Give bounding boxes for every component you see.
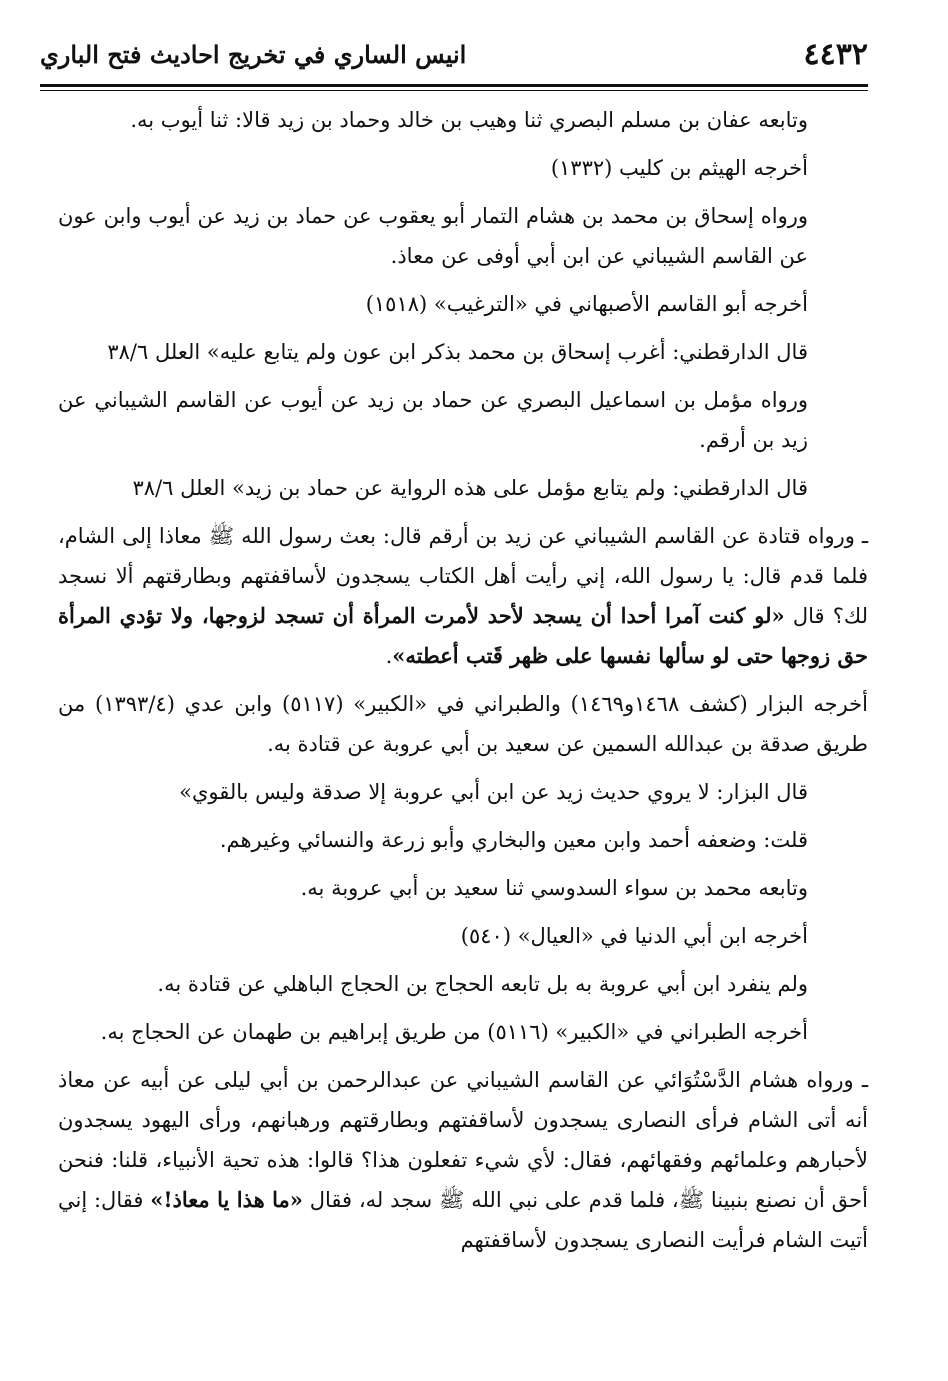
paragraph [58, 516, 868, 676]
paragraph-text: أخرجه الطبراني في «الكبير» (٥١١٦) من طريق إبراهيم بن طهمان عن الحجاج به. [100, 1020, 808, 1044]
paragraph-text: ورواه مؤمل بن اسماعيل البصري عن حماد بن زيد عن أيوب عن القاسم الشيباني عن زيد بن أرقم. [58, 388, 808, 452]
paragraph-text: قال الدارقطني: ولم يتابع مؤمل على هذه الرواية عن حماد بن زيد» العلل ٣٨/٦ [132, 476, 808, 500]
paragraph-text: قلت: وضعفه أحمد وابن معين والبخاري وأبو زرعة والنسائي وغيرهم. [219, 828, 808, 852]
paragraph-text: فقال: إني أتيت الشام فرأيت النصارى يسجدون لأساقفتهم [58, 1188, 868, 1252]
paragraph [58, 148, 868, 188]
paragraph [58, 820, 868, 860]
paragraph [58, 332, 868, 372]
paragraph-text: أخرجه البزار (كشف ١٤٦٨و١٤٦٩) والطبراني في «الكبير» (٥١١٧) وابن عدي (١٣٩٣/٤) من طريق صدقة بن عبدالله السمين عن سعيد بن أبي عروبة عن قتادة به. [58, 692, 868, 756]
paragraph-text: قال الدارقطني: أغرب إسحاق بن محمد بذكر ابن عون ولم يتابع عليه» العلل ٣٨/٦ [107, 340, 808, 364]
page-number: ٤٤٣٢ [803, 36, 868, 72]
hadith-text-bold: «لو كنت آمرا أحدا أن يسجد لأحد لأمرت المرأة أن تسجد لزوجها، ولا تؤدي المرأة حق زوجها حتى لو سألها نفسها على ظهر قَتب أعطته» [58, 603, 868, 668]
paragraph-text: . [385, 644, 393, 668]
header-divider-thin [40, 90, 868, 91]
paragraph-text: ـ ورواه قتادة عن القاسم الشيباني عن زيد بن أرقم قال: بعث رسول الله ﷺ معاذا إلى الشام، فلما قدم قال: يا رسول الله، إني رأيت أهل الكتاب يسجدون لأساقفتهم وبطارقتهم ألا نسجد لك؟ قال [58, 524, 868, 628]
paragraph-text: وتابعه عفان بن مسلم البصري ثنا وهيب بن خالد وحماد بن زيد قالا: ثنا أيوب به. [130, 108, 808, 132]
paragraph [58, 964, 868, 1004]
paragraph-text: قال البزار: لا يروي حديث زيد عن ابن أبي عروبة إلا صدقة وليس بالقوي» [179, 780, 808, 804]
paragraph [58, 1060, 868, 1260]
paragraph-text: وتابعه محمد بن سواء السدوسي ثنا سعيد بن أبي عروبة به. [300, 876, 808, 900]
header-divider [40, 84, 868, 87]
paragraph [58, 284, 868, 324]
paragraph-text: ـ ورواه هشام الدَّسْتُوَائي عن القاسم الشيباني عن عبدالرحمن بن أبي ليلى عن أبيه عن معاذ أنه أتى الشام فرأى النصارى يسجدون لأساقفتهم وبطارقتهم ورهبانهم، ورأى اليهود يسجدون لأحبارهم وعلمائهم وفقهائهم، فقال: لأي شيء تفعلون هذا؟ قالوا: هذه تحية الأنبياء، قلنا: فنحن أحق أن نصنع بنبينا ﷺ، فلما قدم على نبي الله ﷺ سجد له، فقال [58, 1068, 869, 1212]
paragraph [58, 684, 868, 764]
paragraph-text: ولم ينفرد ابن أبي عروبة به بل تابعه الحجاج بن الحجاج الباهلي عن قتادة به. [157, 972, 808, 996]
paragraph [58, 868, 868, 908]
running-title: انيس الساري في تخريج احاديث فتح الباري [40, 39, 467, 69]
body-text [58, 100, 868, 1268]
hadith-text-bold: «ما هذا يا معاذ!» [150, 1187, 303, 1212]
paragraph [58, 380, 868, 460]
page-header [40, 30, 868, 78]
paragraph [58, 772, 868, 812]
paragraph [58, 100, 868, 140]
paragraph-text: أخرجه الهيثم بن كليب (١٣٣٢) [550, 156, 808, 180]
paragraph [58, 916, 868, 956]
paragraph-text: أخرجه أبو القاسم الأصبهاني في «الترغيب» (١٥١٨) [365, 292, 808, 316]
paragraph-text: ورواه إسحاق بن محمد بن هشام التمار أبو يعقوب عن حماد بن زيد عن أيوب وابن عون عن القاسم الشيباني عن ابن أبي أوفى عن معاذ. [58, 204, 808, 268]
paragraph [58, 196, 868, 276]
paragraph [58, 1012, 868, 1052]
paragraph [58, 468, 868, 508]
paragraph-text: أخرجه ابن أبي الدنيا في «العيال» (٥٤٠) [460, 924, 808, 948]
